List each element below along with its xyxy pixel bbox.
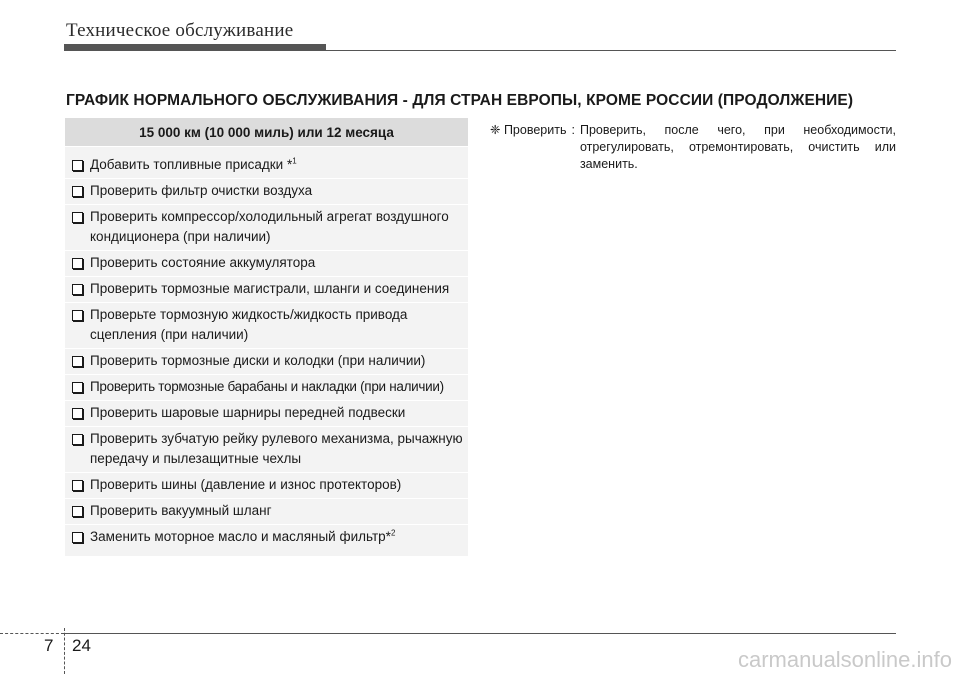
page-number-divider	[64, 628, 65, 674]
maintenance-item	[65, 153, 468, 179]
footnote-ref: 2	[390, 528, 396, 538]
item-text: Проверить тормозные магистрали, шланги и соединения	[90, 281, 450, 296]
item-text: Проверить шаровые шарниры передней подвески	[90, 405, 406, 420]
checkbox-icon	[72, 480, 83, 491]
checkbox-icon	[72, 408, 83, 419]
maintenance-item	[65, 277, 468, 303]
chapter-title-bar	[64, 44, 326, 51]
footnote-ref: 1	[292, 156, 297, 166]
watermark: carmanualsonline.info	[737, 647, 952, 672]
item-text: Проверить компрессор/холодильный агрегат воздушного кондиционера (при наличии)	[90, 209, 449, 244]
item-text: Заменить моторное масло и масляный фильтр*	[90, 529, 391, 544]
section-title: ГРАФИК НОРМАЛЬНОГО ОБСЛУЖИВАНИЯ - ДЛЯ СТРАН ЕВРОПЫ, КРОМЕ РОССИИ (ПРОДОЛЖЕНИЕ)	[66, 92, 854, 109]
maintenance-item	[65, 205, 468, 251]
maintenance-item	[65, 499, 468, 525]
checkbox-icon	[72, 284, 83, 295]
item-text: Проверить фильтр очистки воздуха	[90, 183, 313, 198]
checkbox-icon	[72, 434, 83, 445]
checkbox-icon	[72, 186, 83, 197]
checkbox-icon	[72, 532, 83, 543]
checkbox-icon	[72, 160, 83, 171]
note-text: Проверить, после чего, при необходимости, отрегулировать, отремонтировать, очистить или заменить.	[579, 123, 896, 171]
table-heading: 15 000 км (10 000 миль) или 12 месяца	[65, 118, 468, 147]
inspection-note	[490, 122, 896, 173]
footer-rule	[64, 633, 896, 634]
footer-dashed-rule	[0, 633, 64, 634]
chapter-title: Техническое обслуживание	[66, 20, 294, 41]
item-text: Проверить вакуумный шланг	[90, 503, 272, 518]
item-text: Проверить тормозные барабаны и накладки (при наличии)	[90, 379, 444, 394]
checkbox-icon	[72, 258, 83, 269]
maintenance-table	[65, 118, 468, 556]
chapter-number: 7	[44, 636, 54, 655]
maintenance-item	[65, 525, 468, 550]
maintenance-item	[65, 401, 468, 427]
maintenance-item	[65, 349, 468, 375]
page-number: 24	[72, 636, 91, 655]
note-key: ❈ Проверить	[490, 123, 567, 137]
maintenance-item	[65, 427, 468, 473]
checkbox-icon	[72, 310, 83, 321]
item-text: Проверьте тормозную жидкость/жидкость привода сцепления (при наличии)	[90, 307, 408, 342]
maintenance-item	[65, 251, 468, 277]
chapter-title-rule	[326, 50, 896, 51]
item-text: Проверить состояние аккумулятора	[90, 255, 316, 270]
item-text: Проверить зубчатую рейку рулевого механизма, рычажную передачу и пылезащитные чехлы	[90, 431, 463, 466]
maintenance-item	[65, 473, 468, 499]
checkbox-icon	[72, 212, 83, 223]
checkbox-icon	[72, 356, 83, 367]
checkbox-icon	[72, 382, 83, 393]
maintenance-item	[65, 375, 468, 401]
item-text: Проверить шины (давление и износ протекторов)	[90, 477, 402, 492]
note-separator: :	[571, 123, 575, 137]
maintenance-item	[65, 303, 468, 349]
maintenance-items	[65, 147, 468, 556]
item-text: Проверить тормозные диски и колодки (при наличии)	[90, 353, 426, 368]
maintenance-item	[65, 179, 468, 205]
item-text: Добавить топливные присадки *	[90, 157, 293, 172]
checkbox-icon	[72, 506, 83, 517]
